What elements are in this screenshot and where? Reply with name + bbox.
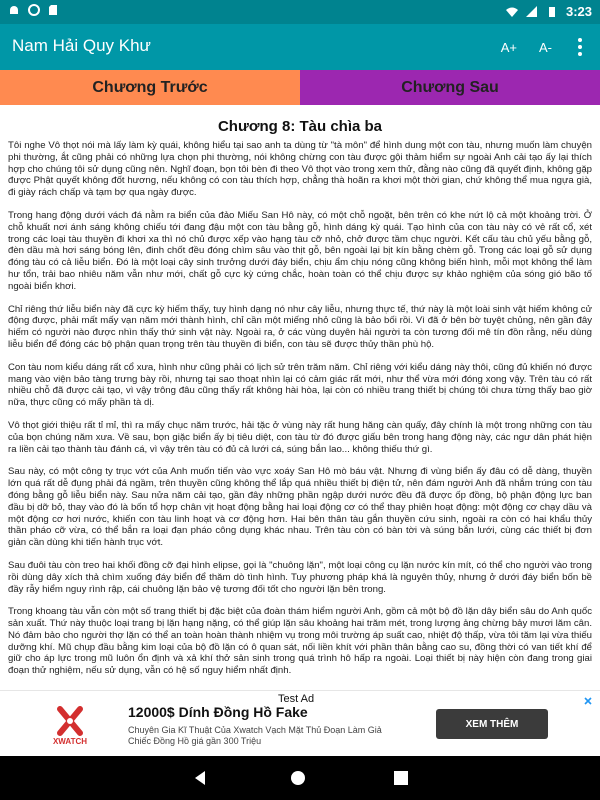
more-vert-icon[interactable] <box>574 36 586 58</box>
font-increase-button[interactable]: A+ <box>500 39 517 55</box>
system-nav-bar <box>0 756 600 800</box>
paragraph: Tôi nghe Vô thọt nói mà lấy làm kỳ quái, không hiểu tại sao anh ta dùng từ "tà môn" để hình dung một con tàu, nhưng muốn làm chuyện phi thường, ắt cũng phải có những lựa chọn phi thường, nói không chừng con tàu được gội thảm hiểm sự ngoài Anh cải tạo ấy lại thích hợp cho chúng tôi sử dụng cũng nên. Nghĩ đoạn, bọn tôi bèn đi theo Vô thọt vào trong xem thử, đằng nào cũng đã quyết định, không gặp được Phật quyết không đốt hương, nếu không có con tàu thích hợp, chẳng thà hoãn ra khơi một thời gian, chứ không thể mua ngựa già, đi giày rách chấp và tạm bợ qua ngày được. <box>8 140 592 199</box>
circle-icon <box>28 4 40 16</box>
paragraph: Con tàu nom kiểu dáng rất cổ xưa, hình như cũng phải có lịch sử trên trăm năm. Chỉ riêng với kiểu dáng này thôi, cũng đủ khiến nó được mang vào viện bảo tàng trưng bày rồi, nhưng tại sao thoạt nhìn lại có cảm giác rất mới, như thể vừa mới đóng xong vậy. Trên tàu có rất nhiều chỗ đã được cải tạo, vì vậy trông đâu cũng thấy rất không hài hòa, lại còn có nhiều trang thiết bị chúng tôi chưa từng thấy bao giờ nữa, thực cũng có mấy phần tà dị. <box>8 361 592 409</box>
signal-icon <box>526 6 538 18</box>
paragraph: Trong khoang tàu vẫn còn một số trang thiết bị đặc biệt của đoàn thám hiểm người Anh, gồm cả một bộ đồ lặn dây biển sâu do Anh quốc sản xuất. Thứ này thuộc loại trang bị lặn hạng nặng, có thể giúp lặn sâu khoảng hai trăm mét, trong lượng ảng chừng bảy mươi lăm cân. Nó đảm bảo cho người thợ lặn có thể an toàn hoàn thành nhiệm vụ trong môi trường áp suất cao, nhiệt độ thấp, vừa tôi tăm lại vừa thiếu dưỡng khí. Mũ chụp đầu bằng kim loại của bộ đồ lặn có ô quan sát, nối liền khít với phần thân bằng cao su, đồng thời có van tiết khí để giữ cho áp lực trong mũ luôn ổn định và xả khí thở sản sinh trong quá trình hô hấp ra ngoài. Loại thiết bị này hiện còn đang trong giai đoạn thử nghiệm, nếu sử dụng, vẫn có hệ số nguy hiểm nhất định. <box>8 606 592 677</box>
chapter-content[interactable] <box>8 140 592 688</box>
ad-brand: XWATCH <box>52 737 88 746</box>
ad-banner[interactable] <box>0 690 600 756</box>
android-icon <box>8 4 20 16</box>
paragraph: Vô thọt giới thiệu rất tỉ mỉ, thì ra mấy chục năm trước, hải tặc ở vùng này rất hung hăng càn quấy, đây chính là một trong những con tàu của bọn chúng năm xưa. Về sau, bọn giặc biển ấy bị tiêu diệt, con tàu từ đó được giấu bên trong hang động này, các ngư dân phát hiện ra liền cải tạo thành tàu đánh cá, vì vậy trên tàu có đủ cả lưới cá, súng bắn lao... không thiếu thứ gì. <box>8 419 592 455</box>
previous-chapter-button[interactable]: Chương Trước <box>0 70 300 105</box>
paragraph: Trong hang động dưới vách đá nằm ra biển của đảo Miếu San Hô này, có một chỗ ngoặt, bên trên có khe nứt lộ cả một khoảng trời. Ở chỗ khuất nơi ánh sáng không chiếu tới đang đậu một con tàu bằng gỗ, hình dáng kỳ quái. Tạo hình của con tàu này có vẻ rất cổ, xét trong các loại tàu thuyền đi khơi xa thì nó chủ được xếp vào hạng tàu cỡ nhỏ, chở được tầm chục người. Kết cấu tàu chủ yếu bằng gỗ, đèn dầu mà hơi sáng bóng lên, đinh chốt đều đóng chìm sâu vào thịt gỗ, bên ngoài lại bịt kín bằng chèm gỗ. Trong các loại gỗ sử dụng đóng tàu có cả liễu biển. Đó là một loại cây sinh trưởng dưới đáy biển, chịu ẩm chịu nóng cũng không biến hình, mỗi mọt không thể làm hư tổn, trải bao nhiêu năm vẫn như mới, chất gỗ cực kỳ cứng chắc, hoàn toàn có thể chịu được sự khảo nghiệm của sóng gió bão tố ngoài biển khơi. <box>8 209 592 292</box>
battery-icon <box>546 6 558 18</box>
paragraph: Sau đuôi tàu còn treo hai khối đồng cỡ đại hình elipse, gọi là "chuông lặn", một loại công cụ lặn nước kín mít, có thể cho người vào trong rồi dùng dây xích thả chìm xuống đáy biển để thăm dò tình hình. Tuy phương pháp khá là nguyên thủy, nhưng ở dưới đáy biển bốn bề đầy rẫy hiểm nguy rình rập, cái chuông lặn bảo vệ tương đối tốt cho người lặn bên trong. <box>8 559 592 595</box>
back-icon[interactable] <box>192 770 208 786</box>
xwatch-logo-icon <box>46 705 94 737</box>
ad-info-icon[interactable] <box>582 695 594 707</box>
status-bar <box>0 0 600 24</box>
wifi-icon <box>506 6 518 18</box>
chapter-nav <box>0 70 600 105</box>
status-time: 3:23 <box>565 4 592 19</box>
ad-logo <box>46 705 94 749</box>
paragraph: Sau này, có một công ty trục vớt của Anh muốn tiến vào vực xoáy San Hô mò báu vật. Nhưng đi vùng biển ấy đâu có dễ dàng, thuyền lớn quá rất dễ đụng phải đá ngầm, trên thuyền cũng không thể lắp quá nhiều thiết bị điện tử, nên đám người Anh đã nhắm trúng con tàu đóng bằng gỗ liễu biển này. Sau nửa năm cải tạo, gần đây những phần ngập dưới nước đều đã được ốp đồng, bộ phận động lực ban đầu bị dỡ bỏ, thay vào đó là bốn tổ hợp chân vịt hoạt động bằng hai loại động cơ có thể thay phiên hoạt động: một động cơ chạy dầu và một động cơ hơi nước, khiến con tàu linh hoạt và cơ động hơn. Hai bên thân tàu gắn thuyền cứu sinh, ngoài ra còn có hai khẩu thủy thần pháo cỡ vừa, có thể bắn ra loại đạn pháo công dụng khác nhau. Trên tàu còn có bàn tời và súng bắn lưới, cùng các thiết bị đơn giản cần dùng khi tiến hành trục vớt. <box>8 466 592 549</box>
ad-title[interactable]: 12000$ Dính Đồng Hồ Fake <box>128 704 308 720</box>
sd-card-icon <box>48 4 60 16</box>
font-decrease-button[interactable]: A- <box>539 39 552 55</box>
app-bar <box>0 24 600 70</box>
app-title: Nam Hải Quy Khư <box>12 36 151 55</box>
ad-label: Test Ad <box>278 693 315 705</box>
paragraph: Chỉ riêng thứ liễu biển này đã cực kỳ hiếm thấy, tuy hình dạng nó như cây liễu, nhưng thực tế, thứ này là một loài sinh vật hiếm không cử động được, phải mất mấy vạn năm mới thành hình, chỉ cần một miếng nhỏ cũng là bảo bối rồi. Vì đã ở bên bờ tuyệt chủng, nên gần đây hiếm có người nào được nhìn thấy thứ sinh vật này. Ngoài ra, ở các vùng duyên hải người ta còn tương đối mê tín đồn rằng, nếu dùng liễu biển để đóng các bộ phận quan trọng trên tàu thuyền đi biển, con tàu sẽ được thủy thần phù hộ. <box>8 303 592 350</box>
ad-description: Chuyên Gia Kĩ Thuật Của Xwatch Vạch Mặt Thủ Đoạn Làm Giả Chiếc Đồng Hồ giá gần 300 Triệu <box>128 725 382 746</box>
chapter-title: Chương 8: Tàu chìa ba <box>217 118 383 135</box>
ad-cta-button[interactable]: XEM THÊM <box>436 709 548 739</box>
next-chapter-button[interactable]: Chương Sau <box>300 70 600 105</box>
recents-icon[interactable] <box>394 771 408 785</box>
home-icon[interactable] <box>290 770 306 786</box>
